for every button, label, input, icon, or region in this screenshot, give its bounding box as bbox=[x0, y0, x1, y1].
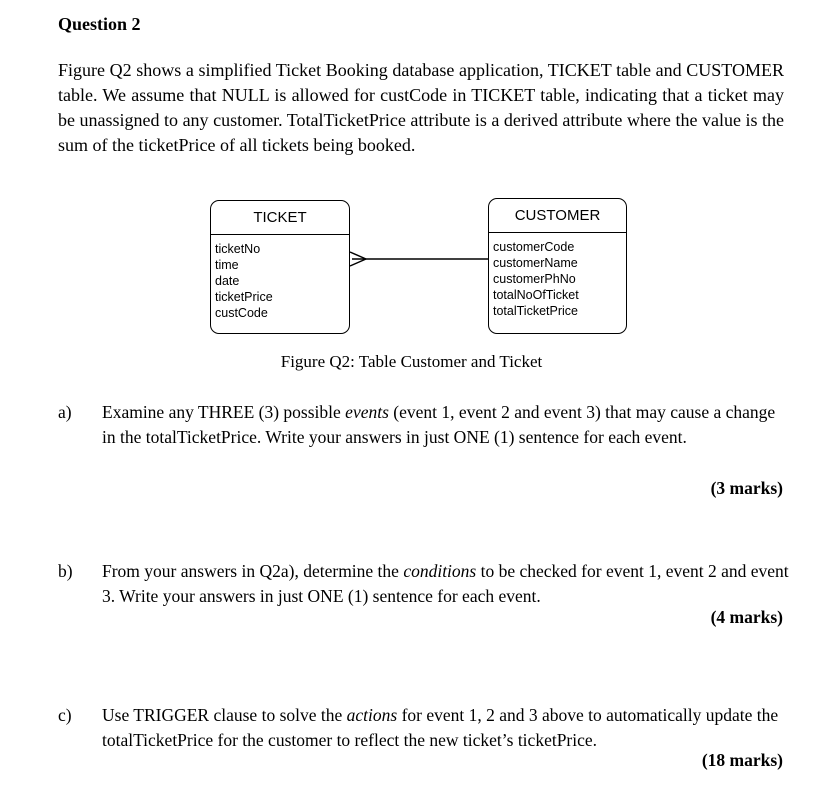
italic-term: events bbox=[345, 402, 389, 422]
customer-entity-title: CUSTOMER bbox=[489, 199, 626, 233]
question-heading: Question 2 bbox=[58, 14, 141, 34]
attribute: custCode bbox=[215, 306, 268, 320]
question-b bbox=[58, 559, 788, 609]
question-label: b) bbox=[58, 561, 73, 581]
question-text bbox=[102, 559, 792, 609]
italic-term: conditions bbox=[403, 561, 477, 581]
figure-caption: Figure Q2: Table Customer and Ticket bbox=[280, 352, 543, 371]
text-segment: for event 1, 2 and 3 above to automatically update the totalTicketPrice for the customer to reflect the new ticket’s ticketPrice. bbox=[102, 705, 779, 750]
question-a bbox=[58, 400, 788, 476]
attribute: totalTicketPrice bbox=[493, 304, 578, 318]
attribute: ticketPrice bbox=[215, 290, 273, 304]
question-label: a) bbox=[58, 402, 72, 422]
text-segment: to be checked for event 1, event 2 and event 3. Write your answers in just ONE (1) sentence for each event. bbox=[102, 561, 789, 606]
text-segment: Use TRIGGER clause to solve the bbox=[102, 705, 347, 725]
question-text bbox=[102, 703, 792, 753]
attribute: time bbox=[215, 258, 239, 272]
italic-term: actions bbox=[346, 705, 398, 725]
question-label: c) bbox=[58, 705, 72, 725]
attribute: customerCode bbox=[493, 240, 575, 254]
ticket-entity-title: TICKET bbox=[211, 201, 349, 235]
text-segment: (event 1, event 2 and event 3) that may cause a change in the totalTicketPrice. Write your answers in just ONE (1) sentence for each event. bbox=[102, 402, 776, 447]
marks-b: (4 marks) bbox=[710, 607, 783, 627]
attribute: customerPhNo bbox=[493, 272, 576, 286]
attribute: totalNoOfTicket bbox=[493, 288, 579, 302]
text-segment: From your answers in Q2a), determine the bbox=[102, 561, 404, 581]
intro-text: Figure Q2 shows a simplified Ticket Booking database application, TICKET table and CUSTOMER table. We assume that NULL is allowed for custCode in TICKET table, indicating that a ticket may be unassigned to any customer. TotalTicketPrice attribute is a derived attribute where the value is the sum of the ticketPrice of all tickets being booked. bbox=[58, 60, 784, 155]
text-segment: Examine any THREE (3) possible bbox=[102, 402, 346, 422]
attribute: customerName bbox=[493, 256, 578, 270]
question-text bbox=[102, 400, 792, 450]
attribute: ticketNo bbox=[215, 242, 261, 256]
attribute: date bbox=[215, 274, 240, 288]
question-c bbox=[58, 703, 788, 753]
marks-a: (3 marks) bbox=[710, 478, 783, 498]
marks-c: (18 marks) bbox=[701, 750, 783, 770]
